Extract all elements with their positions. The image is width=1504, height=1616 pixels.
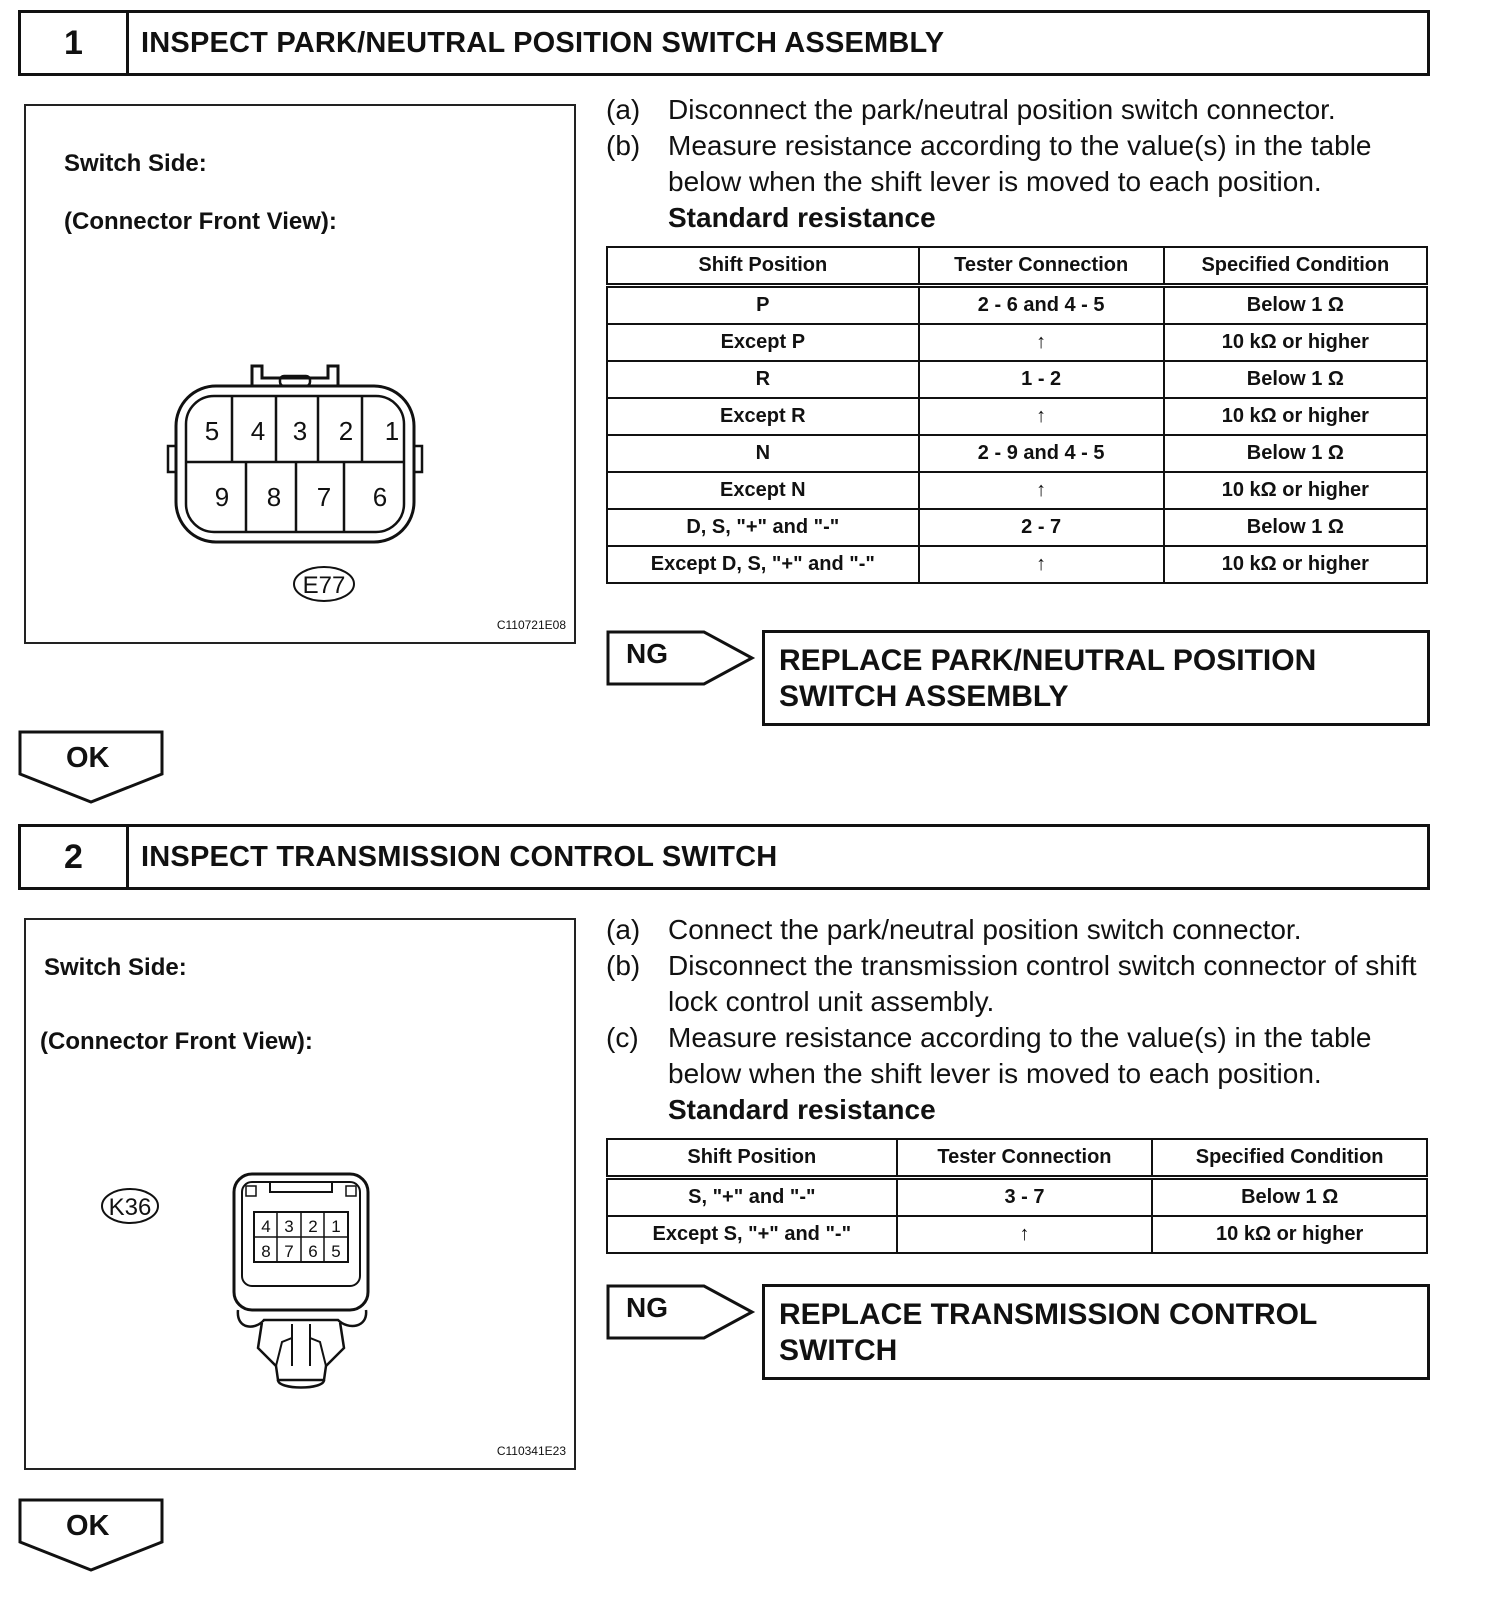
pin-3: 3: [284, 1217, 294, 1236]
step1-connector-diagram: [156, 356, 456, 616]
step1-figure-code: C110721E08: [496, 618, 566, 632]
instruction-item: (b) Disconnect the transmission control switch connector of shift lock control unit assembly.: [606, 950, 1417, 1017]
table-header: Shift Position: [607, 247, 919, 286]
pin-5: 5: [204, 416, 220, 446]
step1-ng-action: REPLACE PARK/NEUTRAL POSITION SWITCH ASSEMBLY: [762, 630, 1430, 726]
step1-ng-arrow: [606, 630, 756, 691]
table-header: Tester Connection: [897, 1139, 1153, 1178]
table-header: Tester Connection: [919, 247, 1164, 286]
standard-resistance-label: Standard resistance: [668, 202, 936, 233]
step2-ok-arrow: [18, 1498, 164, 1577]
step2-figure-code: C110341E23: [496, 1444, 566, 1458]
pin-8: 8: [266, 482, 282, 512]
step1-title: INSPECT PARK/NEUTRAL POSITION SWITCH ASSEMBLY: [141, 27, 945, 59]
ng-label: NG: [626, 1292, 668, 1323]
pin-2: 2: [338, 416, 354, 446]
ok-label: OK: [66, 1510, 110, 1542]
pin-6: 6: [372, 482, 388, 512]
table-row: S, "+" and "-" 3 - 7 Below 1 Ω: [607, 1178, 1427, 1217]
step2-figure: [24, 918, 576, 1470]
pin-7: 7: [284, 1242, 294, 1261]
pin-2: 2: [308, 1217, 318, 1236]
connector-id-label: E77: [302, 572, 346, 599]
step1-figure: [24, 104, 576, 644]
step1-ok-arrow: [18, 730, 164, 809]
table-header: Shift Position: [607, 1139, 897, 1178]
step2-header: [18, 824, 1430, 890]
table-row: Except D, S, "+" and "-" ↑ 10 kΩ or higher: [607, 546, 1427, 583]
standard-resistance-label: Standard resistance: [668, 1094, 936, 1125]
table-row: Except N ↑ 10 kΩ or higher: [607, 472, 1427, 509]
step2-number: 2: [21, 827, 129, 887]
table-row: Except R ↑ 10 kΩ or higher: [607, 398, 1427, 435]
pin-1: 1: [384, 416, 400, 446]
step2-ng-action: REPLACE TRANSMISSION CONTROL SWITCH: [762, 1284, 1430, 1380]
pin-3: 3: [292, 416, 308, 446]
table-row: Except S, "+" and "-" ↑ 10 kΩ or higher: [607, 1216, 1427, 1253]
connector-id-label: K36: [108, 1194, 152, 1221]
instruction-item: (a) Connect the park/neutral position switch connector.: [606, 914, 1302, 945]
table-header: Specified Condition: [1164, 247, 1427, 286]
table-header: Specified Condition: [1152, 1139, 1427, 1178]
step2-instructions: [606, 912, 1436, 1128]
ng-label: NG: [626, 638, 668, 669]
step2-connector-view-label: (Connector Front View):: [40, 1028, 313, 1055]
step2-resistance-table: [606, 1138, 1428, 1254]
step1-connector-view-label: (Connector Front View):: [64, 208, 337, 235]
step1-instructions: [606, 92, 1436, 236]
pin-6: 6: [308, 1242, 318, 1261]
pin-4: 4: [261, 1217, 271, 1236]
ok-label: OK: [66, 742, 110, 774]
step2-switch-side-label: Switch Side:: [44, 954, 187, 981]
pin-7: 7: [316, 482, 332, 512]
instruction-item: (c) Measure resistance according to the value(s) in the table below when the shift lever is moved to each position.: [606, 1022, 1372, 1089]
pin-9: 9: [214, 482, 230, 512]
instruction-item: (b) Measure resistance according to the value(s) in the table below when the shift lever is moved to each position.: [606, 130, 1372, 197]
table-row: Except P ↑ 10 kΩ or higher: [607, 324, 1427, 361]
pin-8: 8: [261, 1242, 271, 1261]
table-row: P 2 - 6 and 4 - 5 Below 1 Ω: [607, 286, 1427, 325]
step1-number: 1: [21, 13, 129, 73]
step1-switch-side-label: Switch Side:: [64, 150, 207, 177]
step2-connector-diagram: [86, 1170, 406, 1410]
table-row: R 1 - 2 Below 1 Ω: [607, 361, 1427, 398]
step2-ng-arrow: [606, 1284, 756, 1345]
table-row: N 2 - 9 and 4 - 5 Below 1 Ω: [607, 435, 1427, 472]
pin-1: 1: [331, 1217, 341, 1236]
step2-title: INSPECT TRANSMISSION CONTROL SWITCH: [141, 841, 778, 873]
instruction-item: (a) Disconnect the park/neutral position switch connector.: [606, 94, 1336, 125]
step1-resistance-table: [606, 246, 1428, 584]
pin-4: 4: [250, 416, 266, 446]
table-row: D, S, "+" and "-" 2 - 7 Below 1 Ω: [607, 509, 1427, 546]
pin-5: 5: [331, 1242, 341, 1261]
step1-header: [18, 10, 1430, 76]
